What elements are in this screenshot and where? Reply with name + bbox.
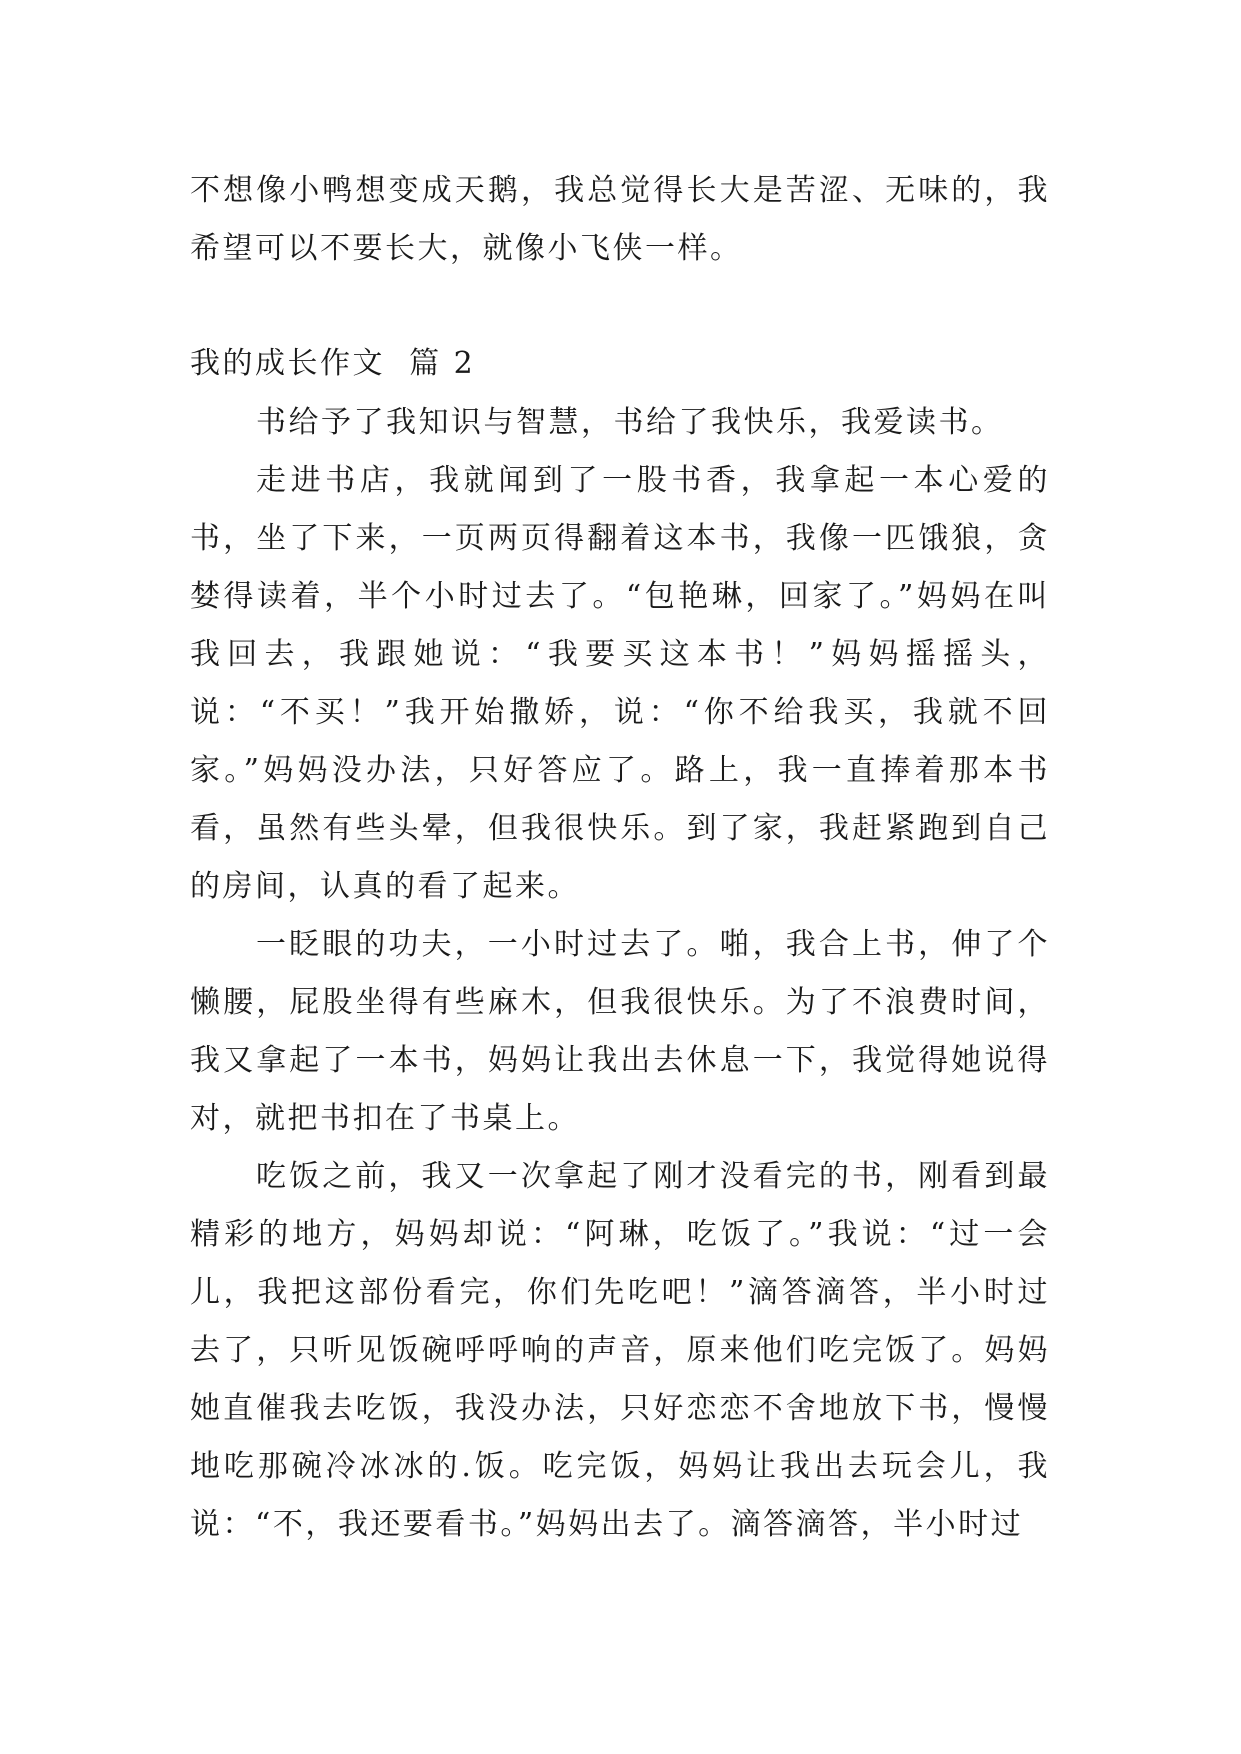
essay-body — [190, 394, 1050, 1554]
paragraph: 走进书店，我就闻到了一股书香，我拿起一本心爱的书，坐了下来，一页两页得翻着这本书，我像一匹饿狼，贪婪得读着，半个小时过去了。“包艳琳，回家了。”妈妈在叫我回去，我跟她说：“我要买这本书！”妈妈摇摇头，说：“不买！”我开始撒娇，说：“你不给我买，我就不回家。”妈妈没办法，只好答应了。路上，我一直捧着那本书看，虽然有些头晕，但我很快乐。到了家，我赶紧跑到自己的房间，认真的看了起来。 — [190, 463, 1050, 904]
paragraph: 书给予了我知识与智慧，书给了我快乐，我爱读书。 — [256, 405, 1004, 440]
continuation-paragraph — [190, 162, 1050, 278]
paragraph: 一眨眼的功夫，一小时过去了。啪，我合上书，伸了个懒腰，屁股坐得有些麻木，但我很快乐。为了不浪费时间，我又拿起了一本书，妈妈让我出去休息一下，我觉得她说得对，就把书扣在了书桌上。 — [190, 927, 1050, 1136]
section-title: 我的成长作文 篇 2 — [190, 346, 476, 381]
continuation-text: 不想像小鸭想变成天鹅，我总觉得长大是苦涩、无味的，我希望可以不要长大，就像小飞侠一样。 — [190, 173, 1050, 266]
paragraph: 吃饭之前，我又一次拿起了刚才没看完的书，刚看到最精彩的地方，妈妈却说：“阿琳，吃饭了。”我说：“过一会儿，我把这部份看完，你们先吃吧！”滴答滴答，半小时过去了，只听见饭碗呼呼响的声音，原来他们吃完饭了。妈妈她直催我去吃饭，我没办法，只好恋恋不舍地放下书，慢慢地吃那碗冷冰冰的.饭。吃完饭，妈妈让我出去玩会儿，我说：“不，我还要看书。”妈妈出去了。滴答滴答，半小时过 — [190, 1159, 1050, 1542]
